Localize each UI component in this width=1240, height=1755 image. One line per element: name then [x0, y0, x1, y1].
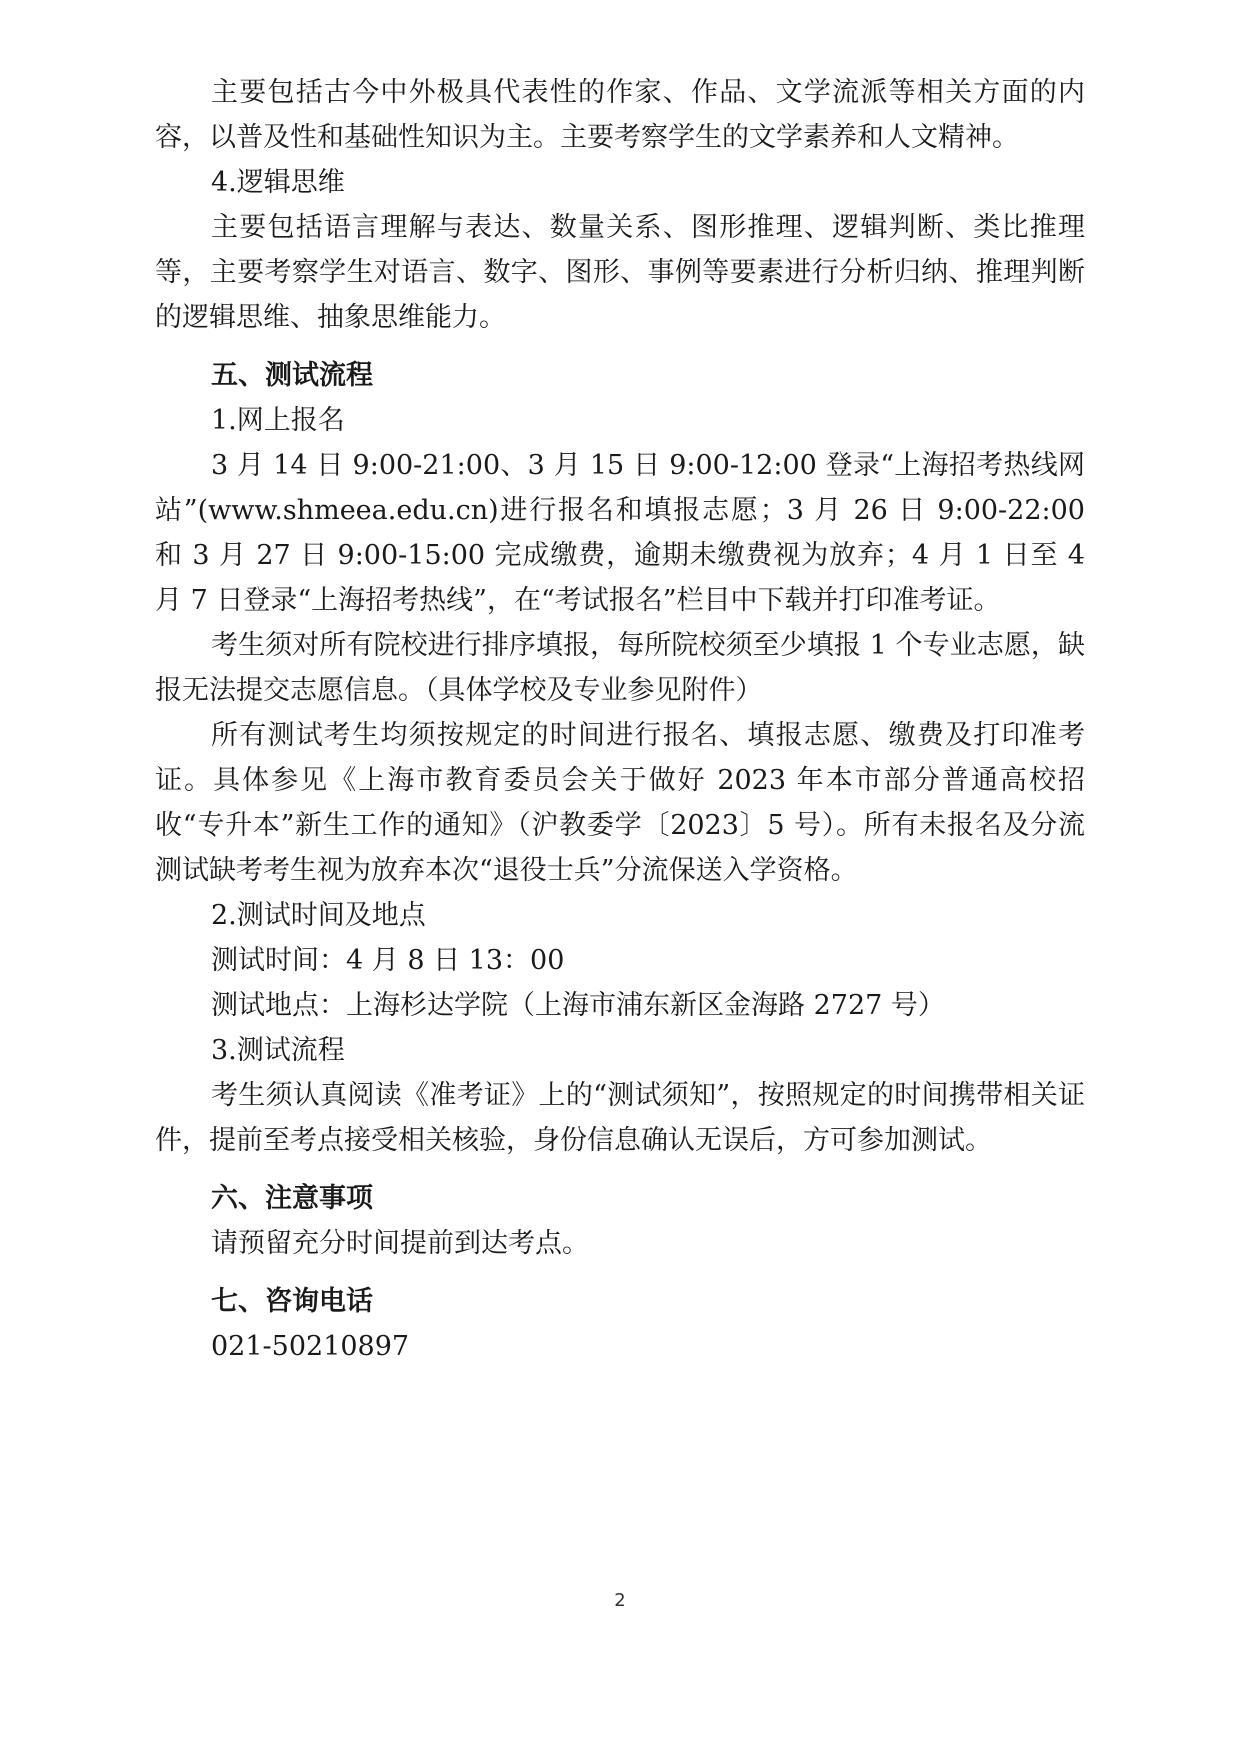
online-registration-subheading: 1.网上报名 — [211, 405, 345, 436]
document-body — [155, 70, 1085, 1369]
section-6-heading: 六、注意事项 — [211, 1183, 373, 1214]
requirements-paragraph: 所有测试考生均须按规定的时间进行报名、填报志愿、缴费及打印准考证。具体参见《上海市教育委员会关于做好 2023 年本市部分普通高校招收“专升本”新生工作的通知》（沪教委学〔2023〕5 号）。所有未报名及分流测试缺考考生视为放弃本次“退役士兵”分流保送入学资格。 — [155, 720, 1085, 886]
logic-paragraph: 主要包括语言理解与表达、数量关系、图形推理、逻辑判断、类比推理等，主要考察学生对语言、数字、图形、事例等要素进行分析归纳、推理判断的逻辑思维、抽象思维能力。 — [155, 212, 1085, 333]
time-place-subheading: 2.测试时间及地点 — [211, 900, 426, 931]
page-number: 2 — [614, 1590, 626, 1611]
registration-schedule-paragraph: 3 月 14 日 9:00-21:00、3 月 15 日 9:00-12:00 登录“上海招考热线网站”(www.shmeea.edu.cn)进行报名和填报志愿；3 月 26 日 9:00-22:00 和 3 月 27 日 9:00-15:00 完成缴费，逾期未缴费视为放弃；4 月 1 日至 4 月 7 日登录“上海招考热线”，在“考试报名”栏目中下载并打印准考证。 — [155, 450, 1085, 616]
contact-phone: 021-50210897 — [211, 1331, 410, 1362]
logic-subheading: 4.逻辑思维 — [211, 167, 345, 198]
notice-paragraph: 请预留充分时间提前到达考点。 — [211, 1228, 589, 1259]
test-place-line: 测试地点：上海杉达学院（上海市浦东新区金海路 2727 号） — [211, 990, 945, 1021]
test-procedure-paragraph: 考生须认真阅读《准考证》上的“测试须知”，按照规定的时间携带相关证件，提前至考点接受相关核验，身份信息确认无误后，方可参加测试。 — [155, 1080, 1085, 1156]
test-procedure-subheading: 3.测试流程 — [211, 1035, 345, 1066]
literature-paragraph: 主要包括古今中外极具代表性的作家、作品、文学流派等相关方面的内容，以普及性和基础性知识为主。主要考察学生的文学素养和人文精神。 — [155, 77, 1085, 153]
section-5-heading: 五、测试流程 — [211, 360, 373, 391]
ranking-paragraph: 考生须对所有院校进行排序填报，每所院校须至少填报 1 个专业志愿，缺报无法提交志愿信息。（具体学校及专业参见附件） — [155, 630, 1085, 706]
test-time-line: 测试时间：4 月 8 日 13：00 — [211, 945, 565, 976]
section-7-heading: 七、咨询电话 — [211, 1286, 373, 1317]
